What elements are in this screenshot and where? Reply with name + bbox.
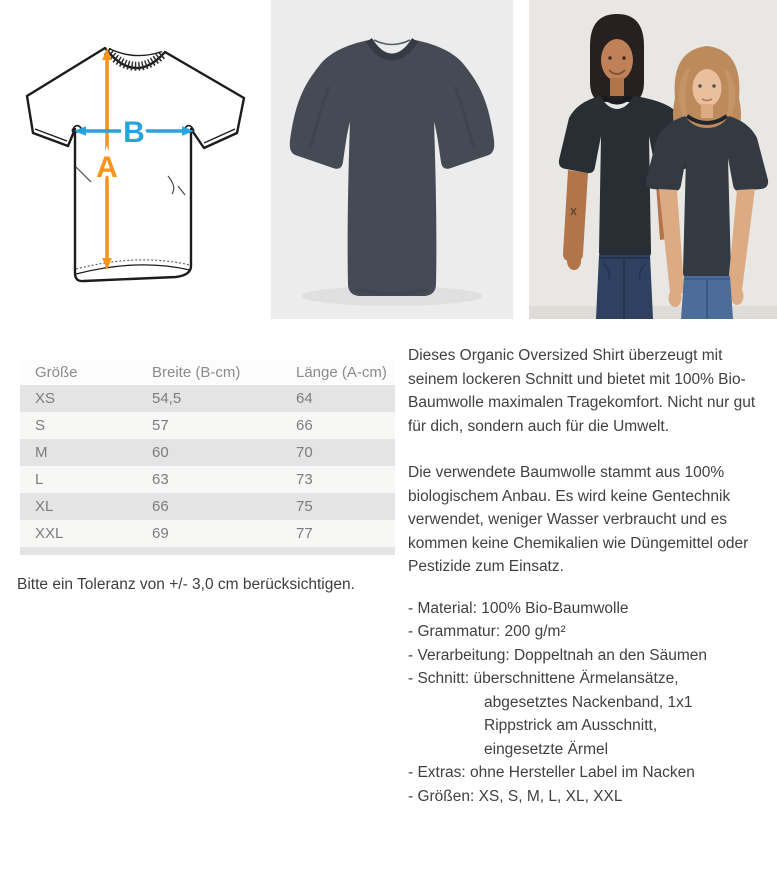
header-groesse: Größe xyxy=(20,360,137,385)
label-a: A xyxy=(96,151,118,184)
description-paragraph-2: Die verwendete Baumwolle stammt aus 100% biologischem Anbau. Es wird keine Gentechnik verwendet, weniger Wasser verbraucht und es kommen keine Chemikalien wie Düngemittel oder Pestizide zum Einsatz. xyxy=(408,464,749,575)
label-b: B xyxy=(123,116,145,149)
breite-cell: 63 xyxy=(137,466,281,493)
breite-cell: 57 xyxy=(137,412,281,439)
table-row-s xyxy=(20,412,395,439)
spec-line-verarbeitung: - Verarbeitung: Doppeltnah an den Säumen xyxy=(408,646,708,664)
breite-cell: 66 xyxy=(137,493,281,520)
table-row-m xyxy=(20,439,395,466)
table-row-xs xyxy=(20,385,395,412)
spec-line-material: - Material: 100% Bio-Baumwolle xyxy=(408,599,629,617)
size-cell: XXL xyxy=(20,520,137,547)
product-photo xyxy=(271,0,513,319)
spec-line-schnitt-cont-3: eingesetzte Ärmel xyxy=(484,740,609,758)
size-table xyxy=(20,360,395,547)
size-measurement-diagram xyxy=(18,36,254,288)
description-paragraph-1: Dieses Organic Oversized Shirt überzeugt mit seinem lockeren Schnitt und bietet mit 100% Bio-Baumwolle maximalen Tragekomfort. Nicht nur gut für dich, sondern auch für die Umwelt. xyxy=(408,347,756,435)
laenge-cell: 66 xyxy=(281,412,395,439)
spec-line-extras: - Extras: ohne Hersteller Label im Nacken xyxy=(408,764,695,781)
size-cell: M xyxy=(20,439,137,466)
size-cell: L xyxy=(20,466,137,493)
laenge-cell: 70 xyxy=(281,439,395,466)
size-cell: XS xyxy=(20,385,137,412)
size-table-header-row xyxy=(20,360,395,385)
laenge-cell: 73 xyxy=(281,466,395,493)
table-row-xxl xyxy=(20,520,395,547)
size-table-footer-stripe xyxy=(20,547,395,555)
tshirt-outline-drawing xyxy=(18,36,254,288)
product-description xyxy=(408,344,774,808)
spec-line-grammatur: - Grammatur: 200 g/m² xyxy=(408,623,566,640)
breite-cell: 69 xyxy=(137,520,281,547)
laenge-cell: 77 xyxy=(281,520,395,547)
tolerance-note: Bitte ein Toleranz von +/- 3,0 cm berücksichtigen. xyxy=(17,576,355,593)
table-row-xl xyxy=(20,493,395,520)
spec-line-schnitt-cont-1: abgesetztes Nackenband, 1x1 xyxy=(484,693,693,711)
breite-cell: 54,5 xyxy=(137,385,281,412)
models-illustration xyxy=(529,0,777,319)
size-cell: S xyxy=(20,412,137,439)
table-row-l xyxy=(20,466,395,493)
laenge-cell: 64 xyxy=(281,385,395,412)
size-cell: XL xyxy=(20,493,137,520)
spec-line-groessen: - Größen: XS, S, M, L, XL, XXL xyxy=(408,787,623,805)
spec-line-schnitt: - Schnitt: überschnittene Ärmelansätze, xyxy=(408,670,679,687)
models-photo xyxy=(529,0,777,319)
spec-line-schnitt-cont-2: Rippstrick am Ausschnitt, xyxy=(484,717,658,734)
header-breite: Breite (B-cm) xyxy=(137,360,281,385)
model-woman xyxy=(646,46,768,319)
breite-cell: 60 xyxy=(137,439,281,466)
spec-list xyxy=(408,597,774,809)
oversized-shirt-photo xyxy=(271,0,513,319)
laenge-cell: 75 xyxy=(281,493,395,520)
header-laenge: Länge (A-cm) xyxy=(281,360,395,385)
